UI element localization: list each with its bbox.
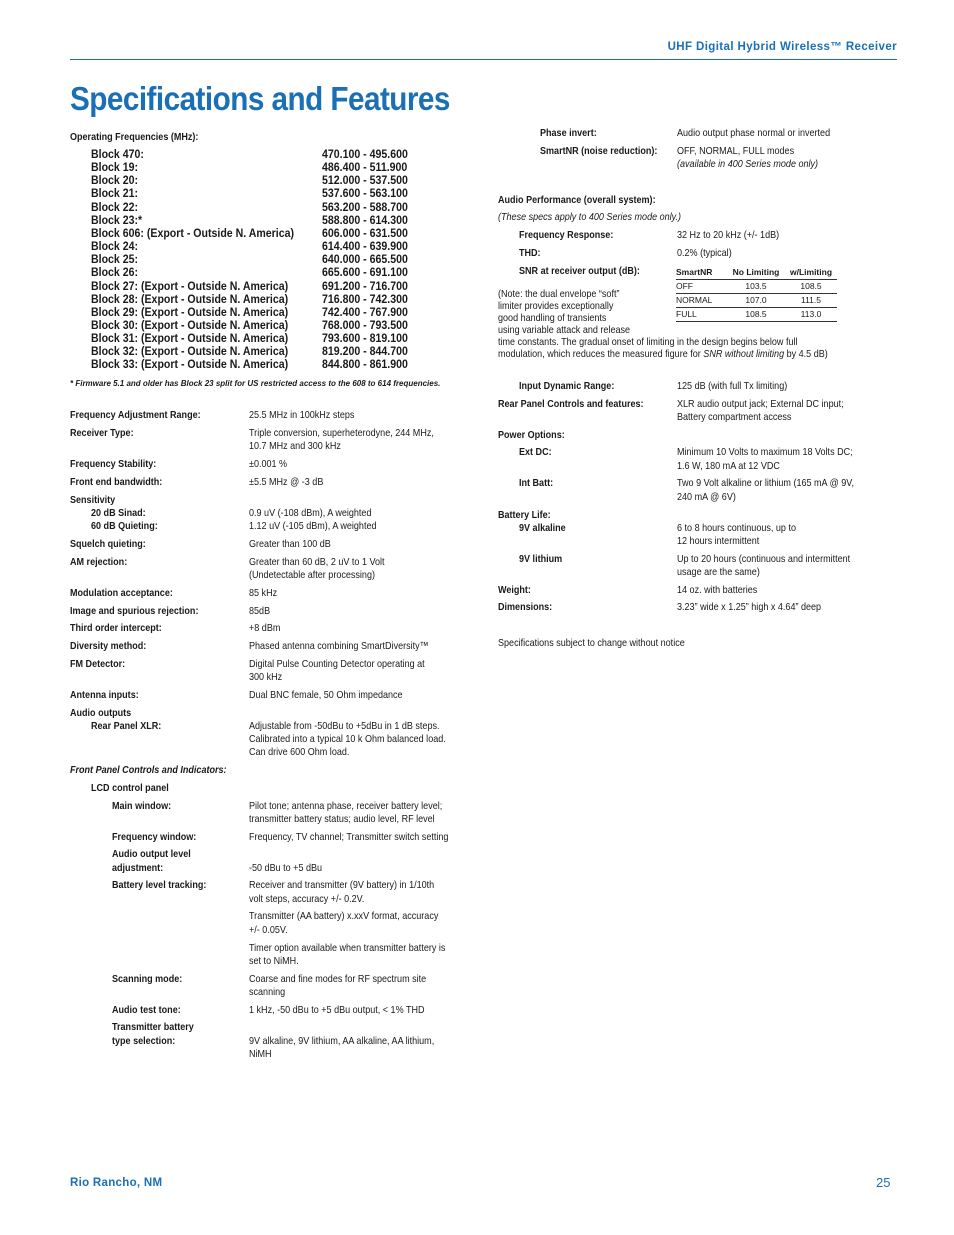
frequency-block-range: 665.600 - 691.100 xyxy=(322,267,408,280)
spec-section-heading: Audio Performance (overall system): xyxy=(498,194,656,206)
page-title: Specifications and Features xyxy=(70,80,450,117)
spec-label: adjustment: xyxy=(112,862,164,874)
spec-value: Two 9 Volt alkaline or lithium (165 mA @ 9V, xyxy=(677,477,854,489)
spec-label: Front end bandwidth: xyxy=(70,476,163,488)
frequency-block-name: Block 32: (Export - Outside N. America) xyxy=(91,346,289,359)
spec-label: 20 dB Sinad: xyxy=(91,507,146,519)
spec-value: Coarse and fine modes for RF spectrum site xyxy=(249,973,427,985)
limiter-note-line: good handling of transients xyxy=(498,312,607,324)
spec-value: Triple conversion, superheterodyne, 244 MHz, xyxy=(249,427,434,439)
frequency-block-name: Block 21: xyxy=(91,188,139,201)
limiter-note-line: time constants. The gradual onset of limiting in the design begins below full xyxy=(498,336,798,348)
frequency-block-range: 716.800 - 742.300 xyxy=(322,293,408,306)
spec-section-heading: Battery Life: xyxy=(498,509,551,521)
table-cell: NORMAL xyxy=(676,294,727,308)
frequency-block-range: 742.400 - 767.900 xyxy=(322,306,408,319)
spec-label: Frequency Stability: xyxy=(70,458,157,470)
spec-label: Rear Panel XLR: xyxy=(91,720,162,732)
table-cell: 108.5 xyxy=(785,280,837,294)
frequency-block-range: 512.000 - 537.500 xyxy=(322,175,408,188)
spec-value: Receiver and transmitter (9V battery) in 1/10th xyxy=(249,879,435,891)
spec-label: Int Batt: xyxy=(519,477,554,489)
table-cell: FULL xyxy=(676,308,727,322)
spec-label: AM rejection: xyxy=(70,556,128,568)
frequency-block-name: Block 470: xyxy=(91,149,144,161)
table-header-cell: SmartNR xyxy=(676,266,727,280)
spec-label: Frequency Adjustment Range: xyxy=(70,409,201,421)
spec-value: Digital Pulse Counting Detector operating at xyxy=(249,658,425,670)
spec-value: Up to 20 hours (continuous and intermittent xyxy=(677,553,851,565)
spec-label: Squelch quieting: xyxy=(70,538,146,550)
spec-label: Input Dynamic Range: xyxy=(519,380,615,392)
spec-value: Phased antenna combining SmartDiversity™ xyxy=(249,640,429,652)
spec-label: Image and spurious rejection: xyxy=(70,605,199,617)
spec-value: Greater than 100 dB xyxy=(249,538,331,550)
spec-section-heading: Front Panel Controls and Indicators: xyxy=(70,764,227,776)
spec-label: Receiver Type: xyxy=(70,427,134,439)
note-text: by 4.5 dB) xyxy=(784,348,828,360)
frequency-block-name: Block 27: (Export - Outside N. America) xyxy=(91,280,289,293)
spec-value: +/- 0.05V. xyxy=(249,924,288,936)
spec-label: 9V lithium xyxy=(519,553,563,565)
spec-value: ±0.001 % xyxy=(249,458,288,470)
spec-value: 1 kHz, -50 dBu to +5 dBu output, < 1% THD xyxy=(249,1004,425,1016)
spec-value: Dual BNC female, 50 Ohm impedance xyxy=(249,689,403,701)
spec-value: -50 dBu to +5 dBu xyxy=(249,862,323,874)
spec-value: Battery compartment access xyxy=(677,411,792,423)
spec-value: usage are the same) xyxy=(677,566,760,578)
table-header-row xyxy=(676,266,837,280)
limiter-note-line: limiter provides exceptionally xyxy=(498,300,614,312)
spec-label: Sensitivity xyxy=(70,494,116,506)
table-cell: 111.5 xyxy=(785,294,837,308)
spec-value: 9V alkaline, 9V lithium, AA alkaline, AA lithium, xyxy=(249,1035,435,1047)
footer-location: Rio Rancho, NM xyxy=(70,1177,163,1189)
spec-value: NiMH xyxy=(249,1048,272,1060)
snr-table xyxy=(676,266,837,322)
spec-value: 85dB xyxy=(249,605,271,617)
spec-label: Ext DC: xyxy=(519,446,552,458)
spec-label: Weight: xyxy=(498,584,531,596)
spec-label: Audio outputs xyxy=(70,707,132,719)
spec-label: type selection: xyxy=(112,1035,176,1047)
spec-value: Timer option available when transmitter battery is xyxy=(249,942,446,954)
spec-value: Audio output phase normal or inverted xyxy=(677,127,831,139)
frequency-block-name: Block 24: xyxy=(91,241,139,254)
table-cell: 113.0 xyxy=(785,308,837,322)
spec-value: 25.5 MHz in 100kHz steps xyxy=(249,409,355,421)
spec-label: Frequency window: xyxy=(112,831,197,843)
frequency-block-range: 537.600 - 563.100 xyxy=(322,188,408,201)
spec-value: Minimum 10 Volts to maximum 18 Volts DC; xyxy=(677,446,853,458)
frequency-block-range: 844.800 - 861.900 xyxy=(322,359,408,372)
spec-value: 1.12 uV (-105 dBm), A weighted xyxy=(249,520,377,532)
limiter-note-line: using variable attack and release xyxy=(498,324,631,336)
spec-label: Rear Panel Controls and features: xyxy=(498,398,644,410)
spec-value: 125 dB (with full Tx limiting) xyxy=(677,380,788,392)
frequency-block-name: Block 19: xyxy=(91,162,139,175)
table-cell: 108.5 xyxy=(727,308,785,322)
spec-value: 32 Hz to 20 kHz (+/- 1dB) xyxy=(677,229,780,241)
spec-label: Battery level tracking: xyxy=(112,879,207,891)
spec-value: Transmitter (AA battery) x.xxV format, accuracy xyxy=(249,910,439,922)
frequency-block-range: 768.000 - 793.500 xyxy=(322,319,408,332)
spec-note: (These specs apply to 400 Series mode only.) xyxy=(498,211,682,223)
note-emphasis: SNR without limiting xyxy=(703,348,785,360)
spec-value: 1.6 W, 180 mA at 12 VDC xyxy=(677,460,780,472)
spec-label: FM Detector: xyxy=(70,658,126,670)
spec-value: Greater than 60 dB, 2 uV to 1 Volt xyxy=(249,556,385,568)
spec-value: transmitter battery status; audio level, RF level xyxy=(249,813,435,825)
frequency-block-range: 606.000 - 631.500 xyxy=(322,227,408,240)
spec-label: Diversity method: xyxy=(70,640,147,652)
spec-value: Pilot tone; antenna phase, receiver battery level; xyxy=(249,800,443,812)
table-header-cell: w/Limiting xyxy=(785,266,837,280)
table-row xyxy=(676,280,837,294)
spec-value: 0.2% (typical) xyxy=(677,247,732,259)
spec-value: 85 kHz xyxy=(249,587,278,599)
frequency-block-name: Block 23:* xyxy=(91,214,143,227)
spec-value: scanning xyxy=(249,986,286,998)
frequency-block-range: 819.200 - 844.700 xyxy=(322,346,408,359)
note-text: modulation, which reduces the measured figure for xyxy=(498,348,704,360)
table-row xyxy=(676,308,837,322)
disclaimer: Specifications subject to change without notice xyxy=(498,637,685,649)
spec-label: Third order intercept: xyxy=(70,622,162,634)
spec-value: set to NiMH. xyxy=(249,955,299,967)
spec-value: 3.23” wide x 1.25” high x 4.64” deep xyxy=(677,601,822,613)
spec-label: Scanning mode: xyxy=(112,973,183,985)
spec-value: Adjustable from -50dBu to +5dBu in 1 dB steps. xyxy=(249,720,440,732)
frequency-block-range: 640.000 - 665.500 xyxy=(322,254,408,267)
spec-label: LCD control panel xyxy=(91,782,169,794)
frequency-block-name: Block 20: xyxy=(91,175,139,188)
table-header-cell: No Limiting xyxy=(727,266,785,280)
frequency-block-name: Block 33: (Export - Outside N. America) xyxy=(91,359,289,372)
table-cell: OFF xyxy=(676,280,727,294)
spec-value: volt steps, accuracy +/- 0.2V. xyxy=(249,893,365,905)
table-cell: 103.5 xyxy=(727,280,785,294)
spec-value: +8 dBm xyxy=(249,622,281,634)
frequency-block-range: 793.600 - 819.100 xyxy=(322,333,408,346)
frequency-block-range: 486.400 - 511.900 xyxy=(322,162,408,175)
frequency-block-name: Block 31: (Export - Outside N. America) xyxy=(91,333,289,346)
frequency-block-name: Block 26: xyxy=(91,267,139,280)
frequency-block-range: 470.100 - 495.600 xyxy=(322,149,408,161)
spec-value: 12 hours intermittent xyxy=(677,535,760,547)
limiter-note-line xyxy=(498,348,828,361)
table-cell: 107.0 xyxy=(727,294,785,308)
spec-value: XLR audio output jack; External DC input; xyxy=(677,398,844,410)
spec-label: Audio output level xyxy=(112,848,191,860)
spec-value: OFF, NORMAL, FULL modes xyxy=(677,145,795,157)
spec-label: SmartNR (noise reduction): xyxy=(540,145,658,157)
spec-value: 10.7 MHz and 300 kHz xyxy=(249,440,341,452)
spec-label: 9V alkaline xyxy=(519,522,566,534)
table-row xyxy=(676,294,837,308)
frequency-block-name: Block 30: (Export - Outside N. America) xyxy=(91,319,289,332)
firmware-footnote: * Firmware 5.1 and older has Block 23 split for US restricted access to the 608 to 614 frequencies. xyxy=(70,379,441,388)
spec-value: 300 kHz xyxy=(249,671,283,683)
spec-label: Audio test tone: xyxy=(112,1004,181,1016)
spec-label: THD: xyxy=(519,247,541,259)
spec-value: 240 mA @ 6V) xyxy=(677,491,736,503)
spec-section-heading: Power Options: xyxy=(498,429,565,441)
header-rule xyxy=(70,59,897,60)
spec-value: 6 to 8 hours continuous, up to xyxy=(677,522,796,534)
spec-label: 60 dB Quieting: xyxy=(91,520,158,532)
frequency-block-name: Block 28: (Export - Outside N. America) xyxy=(91,293,289,306)
frequency-block-range: 614.400 - 639.900 xyxy=(322,241,408,254)
spec-label: Main window: xyxy=(112,800,172,812)
spec-value: Calibrated into a typical 10 k Ohm balanced load. xyxy=(249,733,446,745)
spec-value: (Undetectable after processing) xyxy=(249,569,375,581)
spec-label: Transmitter battery xyxy=(112,1021,194,1033)
header-product: UHF Digital Hybrid Wireless™ Receiver xyxy=(667,41,897,53)
frequency-block-name: Block 606: (Export - Outside N. America) xyxy=(91,227,295,240)
spec-value: ±5.5 MHz @ -3 dB xyxy=(249,476,324,488)
spec-value: 0.9 uV (-108 dBm), A weighted xyxy=(249,507,372,519)
limiter-note-line: (Note: the dual envelope “soft” xyxy=(498,288,620,300)
spec-label: Dimensions: xyxy=(498,601,553,613)
spec-label: Phase invert: xyxy=(540,127,597,139)
spec-value: Can drive 600 Ohm load. xyxy=(249,746,350,758)
frequency-block-name: Block 29: (Export - Outside N. America) xyxy=(91,306,289,319)
frequency-block-name: Block 22: xyxy=(91,201,139,214)
spec-value: Frequency, TV channel; Transmitter switch setting xyxy=(249,831,449,843)
op-freq-label: Operating Frequencies (MHz): xyxy=(70,131,199,143)
frequency-block-range: 563.200 - 588.700 xyxy=(322,201,408,214)
spec-label: Antenna inputs: xyxy=(70,689,139,701)
spec-label: Modulation acceptance: xyxy=(70,587,173,599)
spec-note: (available in 400 Series mode only) xyxy=(677,158,819,170)
spec-label: SNR at receiver output (dB): xyxy=(519,265,640,277)
spec-value: 14 oz. with batteries xyxy=(677,584,758,596)
page-number: 25 xyxy=(876,1175,891,1190)
spec-label: Frequency Response: xyxy=(519,229,614,241)
frequency-block-range: 691.200 - 716.700 xyxy=(322,280,408,293)
frequency-block-range: 588.800 - 614.300 xyxy=(322,214,408,227)
frequency-block-name: Block 25: xyxy=(91,254,139,267)
